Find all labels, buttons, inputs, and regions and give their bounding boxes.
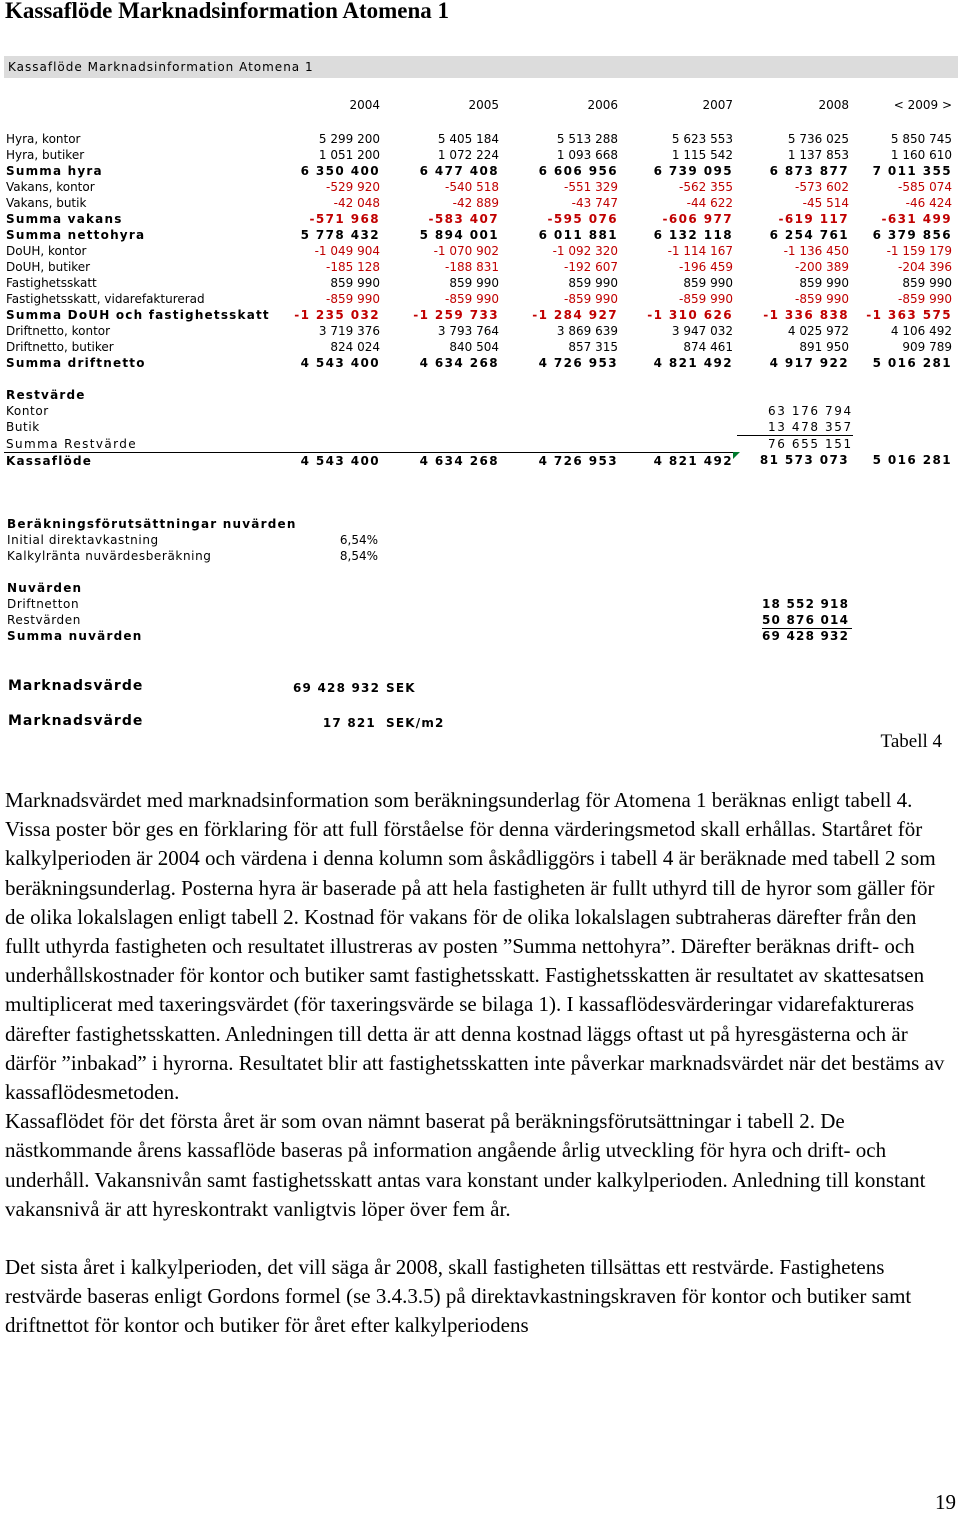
row-value: 4 917 922 — [769, 356, 849, 370]
row-value: -585 074 — [898, 180, 952, 194]
row-value: -185 128 — [326, 260, 380, 274]
row-label: Driftnetto, butiker — [6, 340, 114, 354]
row-value: -1 235 032 — [294, 308, 380, 322]
table-row — [4, 307, 956, 323]
row-value: 4 726 953 — [538, 356, 618, 370]
row-value: 5 513 288 — [556, 132, 618, 146]
row-value: 6 011 881 — [538, 228, 618, 242]
table-caption: Tabell 4 — [880, 731, 942, 752]
kassaflode-row — [4, 452, 956, 469]
row-value: 3 869 639 — [556, 324, 618, 338]
row-value: 5 850 745 — [890, 132, 952, 146]
row-value: -1 363 575 — [866, 308, 952, 322]
row-value: -859 990 — [326, 292, 380, 306]
spacer-row — [4, 115, 956, 131]
nuvarden-label: Restvärden — [7, 613, 81, 627]
row-value: 840 504 — [449, 340, 499, 354]
row-value: -204 396 — [898, 260, 952, 274]
row-label: Vakans, butik — [6, 196, 87, 210]
assumption-value: 6,54% — [339, 533, 378, 547]
empty-cell — [622, 419, 737, 436]
row-value: 6 873 877 — [769, 164, 849, 178]
paragraph: Det sista året i kalkylperioden, det vill säga år 2008, skall fastigheten tillsättas ett restvärde. Fastighetens restvärde baseras enligt Gordons formel (se 3.4.3.5) på direktavkastningskraven för kontor och butiker samt driftnettot för kontor och butiker för året efter kalkylperiodens — [5, 1255, 912, 1338]
row-value: -859 990 — [679, 292, 733, 306]
empty-cell — [853, 419, 956, 436]
header-spacer — [4, 97, 272, 115]
row-value: -1 159 179 — [886, 244, 952, 258]
row-value: 3 947 032 — [671, 324, 733, 338]
row-value: -1 114 167 — [667, 244, 733, 258]
assumption-label: Initial direktavkastning — [7, 533, 159, 547]
year-header: 2004 — [349, 98, 380, 112]
row-value: 891 950 — [799, 340, 849, 354]
row-value: -859 990 — [445, 292, 499, 306]
table-row — [4, 131, 956, 147]
row-value: -859 990 — [795, 292, 849, 306]
assumption-value: 8,54% — [339, 549, 378, 563]
row-label: Fastighetsskatt, vidarefakturerad — [6, 292, 205, 306]
table-row — [4, 179, 956, 195]
row-value: 4 543 400 — [300, 356, 380, 370]
row-value: -192 607 — [564, 260, 618, 274]
row-value: 5 016 281 — [872, 453, 952, 468]
row-value: -529 920 — [326, 180, 380, 194]
empty-cell — [853, 403, 956, 419]
row-value: 857 315 — [568, 340, 618, 354]
table-row — [4, 211, 956, 227]
row-label: DoUH, butiker — [6, 260, 91, 274]
row-value: 1 137 853 — [787, 148, 849, 162]
restvarde-heading: Restvärde — [6, 388, 86, 402]
row-value: -43 747 — [571, 196, 618, 210]
marknadsvarde-unit: SEK — [386, 681, 416, 695]
row-label: Hyra, butiker — [6, 148, 85, 162]
assumption-label: Kalkylränta nuvärdesberäkning — [7, 549, 212, 563]
row-value: 63 176 794 — [768, 404, 853, 418]
row-value: -562 355 — [679, 180, 733, 194]
row-value: -46 424 — [905, 196, 952, 210]
row-value: 1 160 610 — [890, 148, 952, 162]
nuvarden-sum-label: Summa nuvärden — [7, 629, 143, 643]
row-value: 859 990 — [902, 276, 952, 290]
row-value: 76 655 151 — [768, 437, 853, 451]
assumptions-heading: Beräkningsförutsättningar nuvärden — [7, 517, 297, 531]
row-value: -1 336 838 — [763, 308, 849, 322]
row-value: 4 634 268 — [419, 356, 499, 370]
table-row — [4, 147, 956, 163]
row-value: 859 990 — [799, 276, 849, 290]
row-value: 4 726 953 — [538, 453, 618, 468]
row-value: 859 990 — [330, 276, 380, 290]
spacer-row — [4, 371, 956, 387]
row-label: Hyra, kontor — [6, 132, 81, 146]
empty-cell — [622, 403, 737, 419]
row-value: 5 623 553 — [671, 132, 733, 146]
row-value: 4 821 492 — [653, 356, 733, 370]
row-value: 6 379 856 — [872, 228, 952, 242]
cell-comment-marker — [733, 452, 740, 459]
row-value: -606 977 — [662, 212, 733, 226]
row-label: Summa DoUH och fastighetsskatt — [6, 308, 270, 322]
row-value: -859 990 — [898, 292, 952, 306]
row-value: 5 405 184 — [437, 132, 499, 146]
empty-cell — [503, 436, 622, 453]
row-value: 6 350 400 — [300, 164, 380, 178]
row-value: 1 093 668 — [556, 148, 618, 162]
row-value: 859 990 — [683, 276, 733, 290]
table-row — [4, 323, 956, 339]
year-header: 2008 — [818, 98, 849, 112]
row-value: -1 136 450 — [783, 244, 849, 258]
table-row — [4, 227, 956, 243]
row-value: 859 990 — [449, 276, 499, 290]
cashflow-table — [4, 97, 956, 469]
row-value: 1 051 200 — [318, 148, 380, 162]
row-value: 1 115 542 — [671, 148, 733, 162]
sheet-title-band — [4, 56, 958, 78]
row-value: -42 889 — [452, 196, 499, 210]
row-value: 6 477 408 — [419, 164, 499, 178]
row-value: 5 299 200 — [318, 132, 380, 146]
row-value: -619 117 — [778, 212, 849, 226]
row-value: 4 821 492 — [653, 453, 733, 468]
row-value: 6 132 118 — [653, 228, 733, 242]
row-value: 7 011 355 — [872, 164, 952, 178]
row-label: Summa vakans — [6, 212, 123, 226]
table-row — [4, 195, 956, 211]
nuvarden-heading: Nuvärden — [7, 581, 83, 595]
row-value: -573 602 — [795, 180, 849, 194]
row-value: 5 894 001 — [419, 228, 499, 242]
row-value: -1 259 733 — [413, 308, 499, 322]
row-value: -188 831 — [445, 260, 499, 274]
row-label: Kassaflöde — [6, 453, 93, 468]
row-value: 81 573 073 — [759, 453, 849, 468]
row-value: 3 793 764 — [437, 324, 499, 338]
row-label: Kontor — [6, 404, 49, 418]
restvarde-heading-row — [4, 387, 956, 403]
page-number: 19 — [935, 1490, 956, 1514]
row-value: 6 254 761 — [769, 228, 849, 242]
row-value: -42 048 — [333, 196, 380, 210]
marknadsvarde-label: Marknadsvärde — [8, 678, 144, 694]
row-label: Butik — [6, 420, 40, 435]
row-label: Vakans, kontor — [6, 180, 95, 194]
marknadsvarde-label: Marknadsvärde — [8, 713, 144, 729]
row-value: -1 310 626 — [647, 308, 733, 322]
table-row — [4, 339, 956, 355]
row-value: -571 968 — [309, 212, 380, 226]
row-label: Driftnetto, kontor — [6, 324, 111, 338]
row-value: 909 789 — [902, 340, 952, 354]
table-row — [4, 291, 956, 307]
row-value: -1 284 927 — [532, 308, 618, 322]
empty-cell — [622, 436, 737, 453]
year-header: 2007 — [702, 98, 733, 112]
row-value: 824 024 — [330, 340, 380, 354]
empty-cell — [384, 419, 503, 436]
row-value: -1 070 902 — [433, 244, 499, 258]
row-value: -631 499 — [881, 212, 952, 226]
table-row — [4, 243, 956, 259]
table-row — [4, 355, 956, 371]
empty-cell — [272, 436, 384, 453]
marknadsvarde-value: 17 821 — [322, 716, 376, 730]
row-value: 13 478 357 — [737, 419, 853, 436]
row-value: -45 514 — [802, 196, 849, 210]
table-row — [4, 163, 956, 179]
row-value: -196 459 — [679, 260, 733, 274]
row-label: DoUH, kontor — [6, 244, 87, 258]
row-value: 1 072 224 — [437, 148, 499, 162]
row-value: 5 736 025 — [787, 132, 849, 146]
marknadsvarde-unit: SEK/m2 — [386, 716, 445, 730]
empty-cell — [272, 403, 384, 419]
paragraph: Marknadsvärdet med marknadsinformation som beräkningsunderlag för Atomena 1 beräknas enligt tabell 4. Vissa poster bör ges en förklaring för att full förståelse för denna värderingsmetod skall erhållas. Startåret för kalkylperioden är 2004 och värdena i denna kolumn som åskådliggörs i tabell 4 är beräknade med tabell 2 som beräkningsunderlag. Posterna hyra är baserade på att hela fastigheten är fullt uthyrd till de hyror som gäller för de olika lokalslagen enligt tabell 2. Kostnad för vakans för de olika lokalslagen subtraheras därefter från den fullt uthyrda fastigheten och resultatet illustreras av posten ”Summa nettohyra”. Därefter beräknas drift- och underhållskostnader för kontor och butiker samt fastighetsskatt. Fastighetsskatten är resultatet av skattesatsen multiplicerat med taxeringsvärdet (för taxeringsvärde se bilaga 1). I kassaflödesvärderingar vidarefaktureras därefter fastighetsskatten. Anledningen till detta är att denna kostnad läggs oftast ut på hyresgästerna och är därför ”inbakad” i hyrorna. Resultatet blir att fastighetsskatten inte påverkar marknadsvärdet när det bestäms av kassaflödesmetoden. — [5, 788, 945, 1105]
row-value: 4 543 400 — [300, 453, 380, 468]
row-value: -583 407 — [428, 212, 499, 226]
nuvarden-value: 18 552 918 — [762, 597, 850, 611]
nuvarden-label: Driftnetton — [7, 597, 80, 611]
row-value: 6 606 956 — [538, 164, 618, 178]
year-header: 2006 — [587, 98, 618, 112]
row-value: -551 329 — [564, 180, 618, 194]
row-value: 4 634 268 — [419, 453, 499, 468]
nuvarden-sum-value: 69 428 932 — [762, 629, 850, 643]
row-value: -859 990 — [564, 292, 618, 306]
empty-cell — [272, 419, 384, 436]
body-text — [5, 786, 955, 1341]
row-value: 859 990 — [568, 276, 618, 290]
row-label: Summa nettohyra — [6, 228, 146, 242]
row-label: Summa Restvärde — [4, 436, 272, 453]
row-value: 4 106 492 — [890, 324, 952, 338]
table-row — [4, 275, 956, 291]
row-label: Fastighetsskatt — [6, 276, 97, 290]
row-value: -595 076 — [547, 212, 618, 226]
row-value: -200 389 — [795, 260, 849, 274]
empty-cell — [853, 436, 956, 453]
empty-cell — [503, 419, 622, 436]
row-value: 3 719 376 — [318, 324, 380, 338]
spacer-cell — [4, 115, 956, 131]
row-value: 6 739 095 — [653, 164, 733, 178]
year-header: < 2009 > — [893, 98, 952, 112]
page-title: Kassaflöde Marknadsinformation Atomena 1 — [5, 0, 450, 23]
year-header-row — [4, 97, 956, 115]
empty-cell — [384, 436, 503, 453]
row-value: 4 025 972 — [787, 324, 849, 338]
row-value: 874 461 — [683, 340, 733, 354]
year-header: 2005 — [468, 98, 499, 112]
restvarde-row — [4, 436, 956, 453]
row-value: -1 049 904 — [314, 244, 380, 258]
empty-cell — [384, 403, 503, 419]
paragraph: Kassaflödet för det första året är som ovan nämnt baserat på beräkningsförutsättningar i tabell 2. De nästkommande årens kassaflöde baseras på information angående årlig utveckling för hyra och drift- och underhåll. Vakansnivån samt fastighetsskatt antas vara konstant under kalkylperioden. Anledning till konstant vakansnivå är att hyreskontrakt vanligtvis löper över fem år. — [5, 1109, 926, 1221]
empty-cell — [503, 403, 622, 419]
row-label: Summa driftnetto — [6, 356, 146, 370]
row-value: 5 016 281 — [872, 356, 952, 370]
table-row — [4, 259, 956, 275]
row-value: -1 092 320 — [552, 244, 618, 258]
row-label: Summa hyra — [6, 164, 103, 178]
restvarde-row — [4, 419, 956, 436]
nuvarden-value: 50 876 014 — [762, 612, 852, 629]
sheet-title: Kassaflöde Marknadsinformation Atomena 1 — [8, 60, 314, 74]
marknadsvarde-value: 69 428 932 — [293, 681, 381, 695]
row-value: 5 778 432 — [300, 228, 380, 242]
restvarde-row — [4, 403, 956, 419]
row-value: -540 518 — [445, 180, 499, 194]
spacer-cell — [4, 371, 956, 387]
row-value: -44 622 — [686, 196, 733, 210]
